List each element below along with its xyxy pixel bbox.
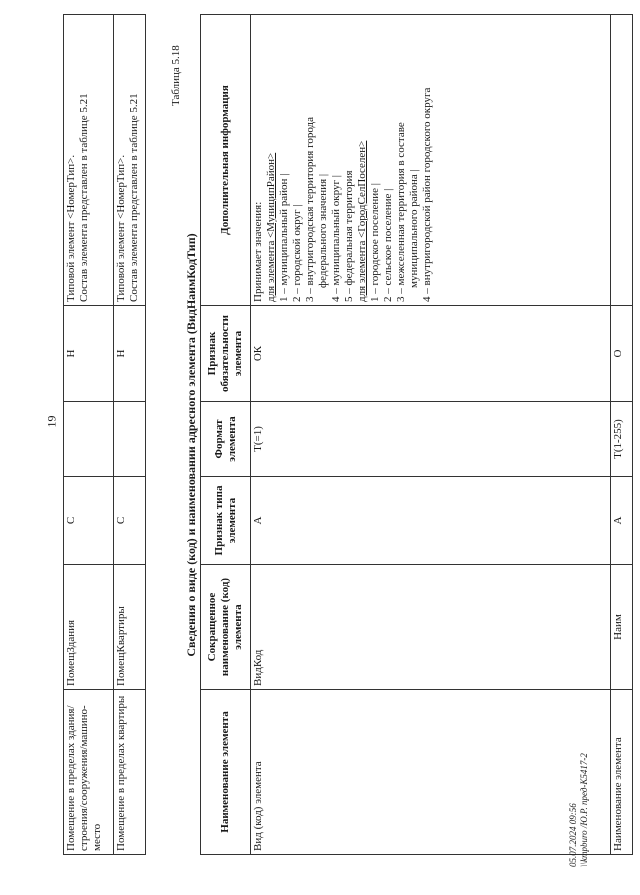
cell-info xyxy=(114,15,146,306)
table-row xyxy=(251,15,611,855)
header-info: Дополнительная информация xyxy=(201,15,251,306)
print-stamp xyxy=(568,753,590,867)
cell-type: С xyxy=(64,477,114,565)
cell-code: ПомещЗдания xyxy=(64,565,114,690)
info-line: 5 – федеральная территория xyxy=(343,170,355,302)
header-row xyxy=(201,15,251,855)
info-line: 3 – внутригородская территория города xyxy=(304,116,316,302)
header-req: Признак обязательности элемента xyxy=(201,306,251,402)
info-for-element: для элемента <МуниципРайон> xyxy=(265,152,277,302)
info-line: Состав элемента представлен в таблице 5.21 xyxy=(78,93,90,302)
cell-code: ВидКод xyxy=(251,565,611,690)
cell-info xyxy=(611,15,633,306)
cell-format xyxy=(64,402,114,477)
info-line: муниципального района | xyxy=(408,169,420,288)
header-format: Формат элемента xyxy=(201,402,251,477)
cell-type: А xyxy=(611,477,633,565)
table-row xyxy=(114,15,146,855)
stamp-line: \\kmpburo /Ю.Р. пред-К5417-2 xyxy=(579,753,589,867)
table-label: Таблица 5.18 xyxy=(170,45,182,106)
info-line: Типовой элемент <НомерТип>. xyxy=(65,154,77,302)
cell-info xyxy=(64,15,114,306)
table-row xyxy=(611,15,633,855)
cell-req: Н xyxy=(64,306,114,402)
header-code: Сокращенное наименование (код) элемента xyxy=(201,565,251,690)
info-line: 2 – городской округ | xyxy=(291,204,303,302)
cell-req: Н xyxy=(114,306,146,402)
info-for-element: для элемента <ГородСелПоселен> xyxy=(356,140,368,302)
cell-name: Вид (код) элемента xyxy=(251,690,611,855)
main-table xyxy=(200,14,633,855)
header-name: Наименование элемента xyxy=(201,690,251,855)
cell-type: С xyxy=(114,477,146,565)
stamp-line: 05.07.2024 09:56 xyxy=(568,803,578,867)
page-number: 19 xyxy=(44,415,59,428)
header-type: Признак типа элемента xyxy=(201,477,251,565)
top-table xyxy=(63,14,146,855)
cell-type: А xyxy=(251,477,611,565)
info-line: федерального значения | xyxy=(317,173,329,288)
cell-name: Наименование элемента xyxy=(611,690,633,855)
cell-format: T(1-255) xyxy=(611,402,633,477)
info-line: 1 – городское поселение | xyxy=(369,183,381,302)
cell-info xyxy=(251,15,611,306)
info-line: 4 – муниципальный округ | xyxy=(330,175,342,302)
info-line: 4 – внутригородской район городского округа xyxy=(421,87,433,302)
cell-name: Помещение в пределах квартиры xyxy=(114,690,146,855)
cell-name: Помещение в пределах здания/строения/сооружения/машино-место xyxy=(64,690,114,855)
info-line: 1 – муниципальный район | xyxy=(278,173,290,302)
cell-req: ОК xyxy=(251,306,611,402)
table-row xyxy=(64,15,114,855)
info-line: 2 – сельское поселение | xyxy=(382,188,394,302)
info-line: Состав элемента представлен в таблице 5.21 xyxy=(128,93,140,302)
info-line: 3 – межселенная территория в составе xyxy=(395,122,407,302)
info-intro: Принимает значения: xyxy=(252,201,264,302)
info-line: Типовой элемент <НомерТип>. xyxy=(115,154,127,302)
table-caption: Сведения о виде (код) и наименовании адресного элемента (ВидНаимКодТип) xyxy=(184,233,198,657)
cell-format xyxy=(114,402,146,477)
cell-code: Наим xyxy=(611,565,633,690)
cell-req: О xyxy=(611,306,633,402)
cell-code: ПомещКвартиры xyxy=(114,565,146,690)
cell-format: T(=1) xyxy=(251,402,611,477)
